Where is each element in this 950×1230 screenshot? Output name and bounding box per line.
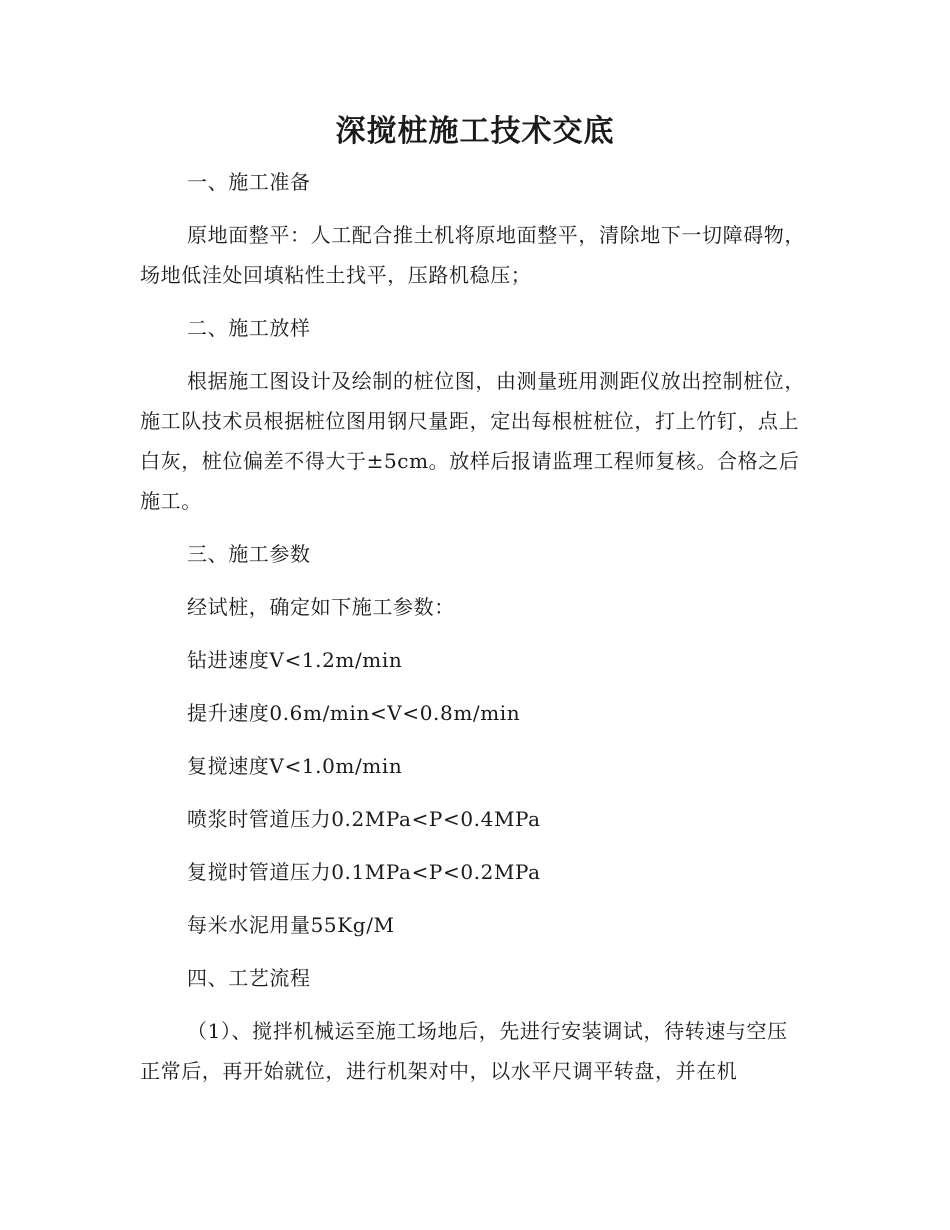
paragraph-ground-leveling: 原地面整平：人工配合推土机将原地面整平，清除地下一切障碍物，场地低洼处回填粘性土找平，压路机稳压； — [140, 223, 805, 287]
parameter-drilling-speed: 钻进速度V<1.2m/min — [187, 648, 403, 672]
section-heading-parameters: 三、施工参数 — [187, 542, 311, 566]
parameter-lifting-speed: 提升速度0.6m/min<V<0.8m/min — [187, 701, 521, 725]
paragraph-process-step-1: （1）、搅拌机械运至施工场地后，先进行安装调试，待转速与空压正常后，再开始就位，进行机架对中，以水平尺调平转盘，并在机 — [140, 1019, 788, 1083]
paragraph-pile-layout: 根据施工图设计及绘制的桩位图，由测量班用测距仪放出控制桩位，施工队技术员根据桩位图用钢尺量距，定出每根桩桩位，打上竹钉，点上白灰，桩位偏差不得大于±5cm。放样后报请监理工程师复核。合格之后施工。 — [140, 369, 805, 513]
parameter-cement-dosage: 每米水泥用量55Kg/M — [187, 913, 395, 937]
section-heading-layout: 二、施工放样 — [187, 316, 311, 340]
paragraph-parameters-intro: 经试桩，确定如下施工参数： — [187, 595, 455, 619]
parameter-remixing-pressure: 复搅时管道压力0.1MPa<P<0.2MPa — [187, 860, 541, 884]
document-title: 深搅桩施工技术交底 — [335, 114, 615, 149]
section-heading-process: 四、工艺流程 — [187, 966, 311, 990]
section-heading-preparation: 一、施工准备 — [187, 170, 311, 194]
parameter-grouting-pressure: 喷浆时管道压力0.2MPa<P<0.4MPa — [187, 807, 541, 831]
document-body — [140, 162, 808, 1091]
parameter-remixing-speed: 复搅速度V<1.0m/min — [187, 754, 403, 778]
